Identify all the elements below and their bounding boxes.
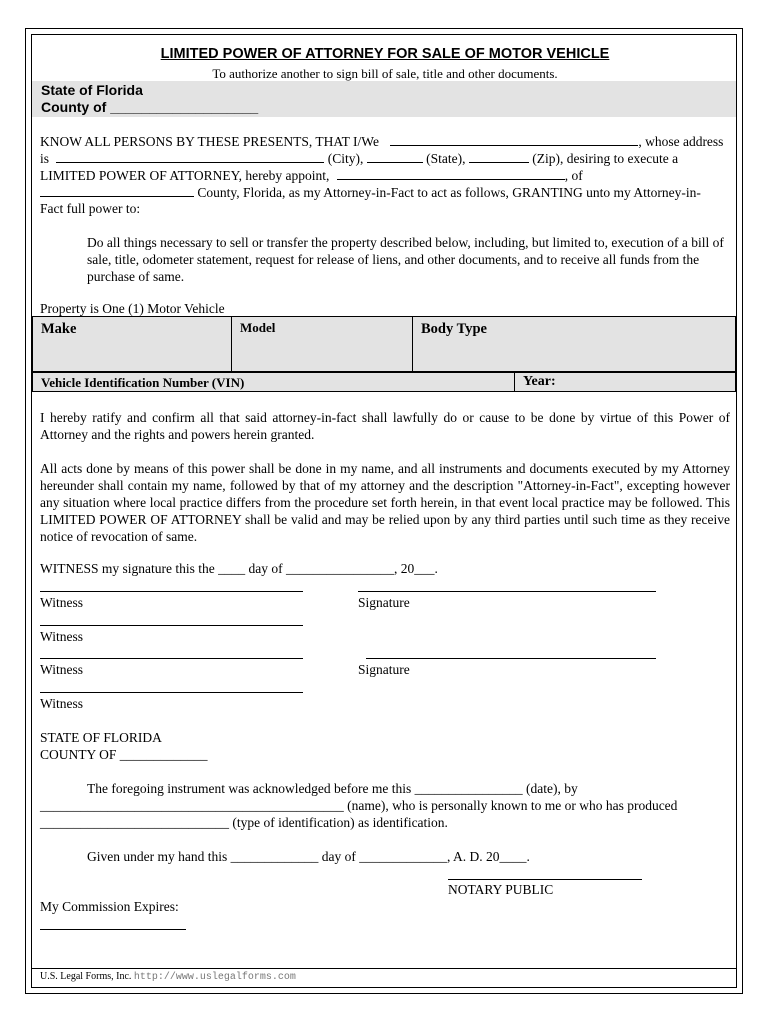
footer-company: U.S. Legal Forms, Inc. [40,971,132,982]
ack-line-2[interactable]: _____________________________________________ (name), who is personally known to me or who has produced [40,798,678,813]
model-cell[interactable] [231,316,413,372]
make-cell[interactable] [32,316,232,372]
vin-cell[interactable] [32,372,515,392]
intro-text: (Zip), desiring to execute a [532,151,679,166]
state-label: State of Florida [41,82,143,98]
notary-public-label: NOTARY PUBLIC [448,882,554,897]
witness-label-4: Witness [40,696,83,711]
notary-state: STATE OF FLORIDA [40,730,162,745]
given-line[interactable]: Given under my hand this _____________ day of _____________, A. D. 20____. [87,849,530,864]
signature-line-2[interactable] [366,658,656,659]
year-cell[interactable] [514,372,736,392]
notary-county[interactable]: COUNTY OF _____________ [40,747,208,762]
commission-label: My Commission Expires: [40,899,179,914]
ack-line-1[interactable]: The foregoing instrument was acknowledged before me this ________________ (date), by [87,781,578,796]
document-subtitle: To authorize another to sign bill of sale, title and other documents. [212,66,558,81]
make-label: Make [41,321,77,337]
vehicle-table [32,316,736,392]
acts-paragraph: All acts done by means of this power shall be done in my name, and all instruments and documents executed by my Attorney hereunder shall contain my name, followed by that of my attorney and the description "Attorney-in-Fact", excepting however any situation where local practice differs from the procedure set forth herein, in that event local practice may be followed. This LIMITED POWER OF ATTORNEY shall be valid and may be relied upon by any third parties until such time as they receive notice of revocation of same. [40,461,730,544]
footer-divider [32,968,736,969]
witness-line-3[interactable] [40,658,303,659]
intro-text: , whose address [638,134,724,149]
witness-date-line[interactable]: WITNESS my signature this the ____ day of ________________, 20___. [40,561,438,576]
witness-line-1[interactable] [40,591,303,592]
intro-line-3 [40,167,583,184]
body-type-cell[interactable] [412,316,736,372]
signature-label-1: Signature [358,595,410,610]
property-caption: Property is One (1) Motor Vehicle [40,301,225,316]
intro-text: County, Florida, as my Attorney-in-Fact to act as follows, GRANTING unto my Attorney-in- [197,185,701,200]
witness-line-4[interactable] [40,692,303,693]
powers-paragraph: Do all things necessary to sell or transfer the property described below, including, but limited to, execution of a bill of sale, title, odometer statement, request for release of liens, and other documents, and to receive all funds from the purchase of same. [87,235,724,284]
intro-text: is [40,151,50,166]
body-type-label: Body Type [421,321,487,337]
intro-text: (State), [426,151,466,166]
signature-label-2: Signature [358,662,410,677]
intro-line-5: Fact full power to: [40,201,141,216]
intro-line-2 [40,150,678,167]
notary-signature-line[interactable] [448,879,642,880]
intro-line-4 [40,184,701,201]
model-label: Model [240,320,276,335]
ratify-paragraph: I hereby ratify and confirm all that said attorney-in-fact shall lawfully do or cause to be done by virtue of this Power of Attorney and the rights and powers herein granted. [40,410,730,442]
attorney-name-field[interactable] [337,167,565,180]
ack-line-3[interactable]: ____________________________ (type of identification) as identification. [40,815,448,830]
state-field[interactable] [367,150,423,163]
county-label[interactable]: County of ___________________ [41,99,259,115]
intro-text: , of [564,168,583,183]
zip-field[interactable] [469,150,529,163]
document-title: LIMITED POWER OF ATTORNEY FOR SALE OF MOTOR VEHICLE [160,46,610,62]
footer [40,971,296,983]
commission-date-line[interactable] [40,929,186,930]
intro-text: LIMITED POWER OF ATTORNEY, hereby appoint, [40,168,330,183]
attorney-county-field[interactable] [40,184,194,197]
witness-label-1: Witness [40,595,83,610]
footer-link[interactable]: http://www.uslegalforms.com [133,972,296,983]
witness-label-2: Witness [40,629,83,644]
signature-line-1[interactable] [358,591,656,592]
address-field[interactable] [56,150,324,163]
vin-label: Vehicle Identification Number (VIN) [41,375,245,390]
intro-text: (City), [327,151,364,166]
intro-text: KNOW ALL PERSONS BY THESE PRESENTS, THAT I/We [40,134,379,149]
intro-line-1 [40,133,723,150]
witness-label-3: Witness [40,662,83,677]
grantor-name-field[interactable] [390,133,638,146]
year-label: Year: [523,374,556,389]
witness-line-2[interactable] [40,625,303,626]
